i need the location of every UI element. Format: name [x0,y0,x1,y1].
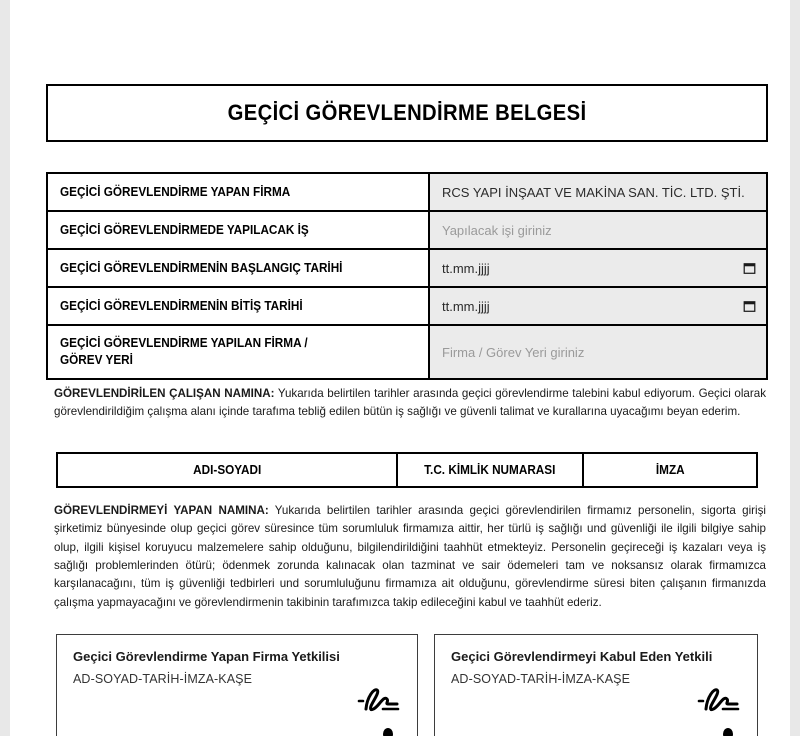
employer-declaration-body: Yukarıda belirtilen tarihler arasında geçici görevlendirilen firmamız personelin, sigorta girişi şirketimiz bünyesinde olup geçici görev süresince tüm sorumluluk firmamıza aittir, her türlü iş sağlığı und güvenliği ile ilgili bilgiye sahip olup, ilgili kişisel koruyucu malzemelere sahip olduğunu, bilgilendirildiğini taahhüt etmekteyiz. Personelin geçireceği iş kazaları veya iş sağlığı problemlerinden ötürü; ödenmek zorunda kalınacak olan tazminat ve sair ödemeleri tam ve noksansız olarak firmamızca karşılanacağını, tüm iş güvenliği tedbirleri und sorumluluğunu firmamıza ait olduğunu, görevlendirme süresi biten çalışanın firmanızda çalışma yapmayacağını ve görevlendirmenin takibinin tarafımızca takip edileceğini kabul ve taahhüt ederiz. [54,504,766,609]
signature-header-table [56,452,758,488]
employer-declaration-lead: GÖREVLENDİRMEYİ YAPAN NAMINA: [54,504,269,517]
form-row-start-date [48,250,766,288]
employer-declaration-paragraph [54,502,766,612]
value-assigning-company[interactable]: RCS YAPI İNŞAAT VE MAKİNA SAN. TİC. LTD. ŞTİ. [430,174,766,210]
input-target-company[interactable]: Firma / Görev Yeri giriniz [430,326,766,378]
column-header-signature: İMZA [655,463,685,477]
employee-declaration-body: Yukarıda belirtilen tarihler arasında geçici görevlendirme talebini kabul ediyorum. Geçici olarak görevlendirildiğim çalışma alanı içinde tarafıma tebliğ edilen bütün iş sağlığı ve güvenli talimat ve kurallarına uyacağımı beyan ederim. [54,387,766,419]
signature-box-title: Geçici Görevlendirme Yapan Firma Yetkilisi [73,649,340,664]
signature-box-accepting-authority [434,634,758,736]
label-target-company: GEÇİCİ GÖREVLENDİRME YAPILAN FİRMA / GÖREV YERİ [48,326,430,378]
column-header-national-id: T.C. KİMLİK NUMARASI [398,454,584,486]
employee-declaration-lead: GÖREVLENDİRİLEN ÇALIŞAN NAMINA: [54,387,275,400]
label-start-date: GEÇİCİ GÖREVLENDİRMENİN BAŞLANGIÇ TARİHİ [48,250,430,286]
label-end-date: GEÇİCİ GÖREVLENDİRMENİN BİTİŞ TARİHİ [48,288,430,324]
employee-declaration-paragraph [54,385,766,422]
label-assigning-company: GEÇİCİ GÖREVLENDİRME YAPAN FİRMA [48,174,430,210]
form-row-target-company [48,326,766,380]
signature-box-subtitle: AD-SOYAD-TARİH-İMZA-KAŞE [451,672,631,686]
label-job-to-perform: GEÇİCİ GÖREVLENDİRMEDE YAPILACAK İŞ [48,212,430,248]
signature-box-title: Geçici Görevlendirmeyi Kabul Eden Yetkili [451,649,713,664]
document-sheet [10,0,790,736]
form-row-company [48,174,766,212]
form-row-job [48,212,766,250]
input-start-date[interactable]: tt.mm.jjjj [430,250,766,286]
column-header-fullname: ADI-SOYADI [58,454,398,486]
calendar-icon[interactable] [743,262,756,275]
calendar-icon[interactable] [743,300,756,313]
assignment-form-table [46,172,768,380]
signature-box-assigning-authority [56,634,418,736]
input-job-to-perform[interactable]: Yapılacak işi giriniz [430,212,766,248]
signature-box-subtitle: AD-SOYAD-TARİH-İMZA-KAŞE [73,672,253,686]
input-end-date[interactable]: tt.mm.jjjj [430,288,766,324]
document-title-box [46,84,768,142]
signature-mark-icon [357,679,403,736]
signature-mark-icon [697,679,743,736]
form-row-end-date [48,288,766,326]
page-title: GEÇİCİ GÖREVLENDİRME BELGESİ [227,100,587,125]
